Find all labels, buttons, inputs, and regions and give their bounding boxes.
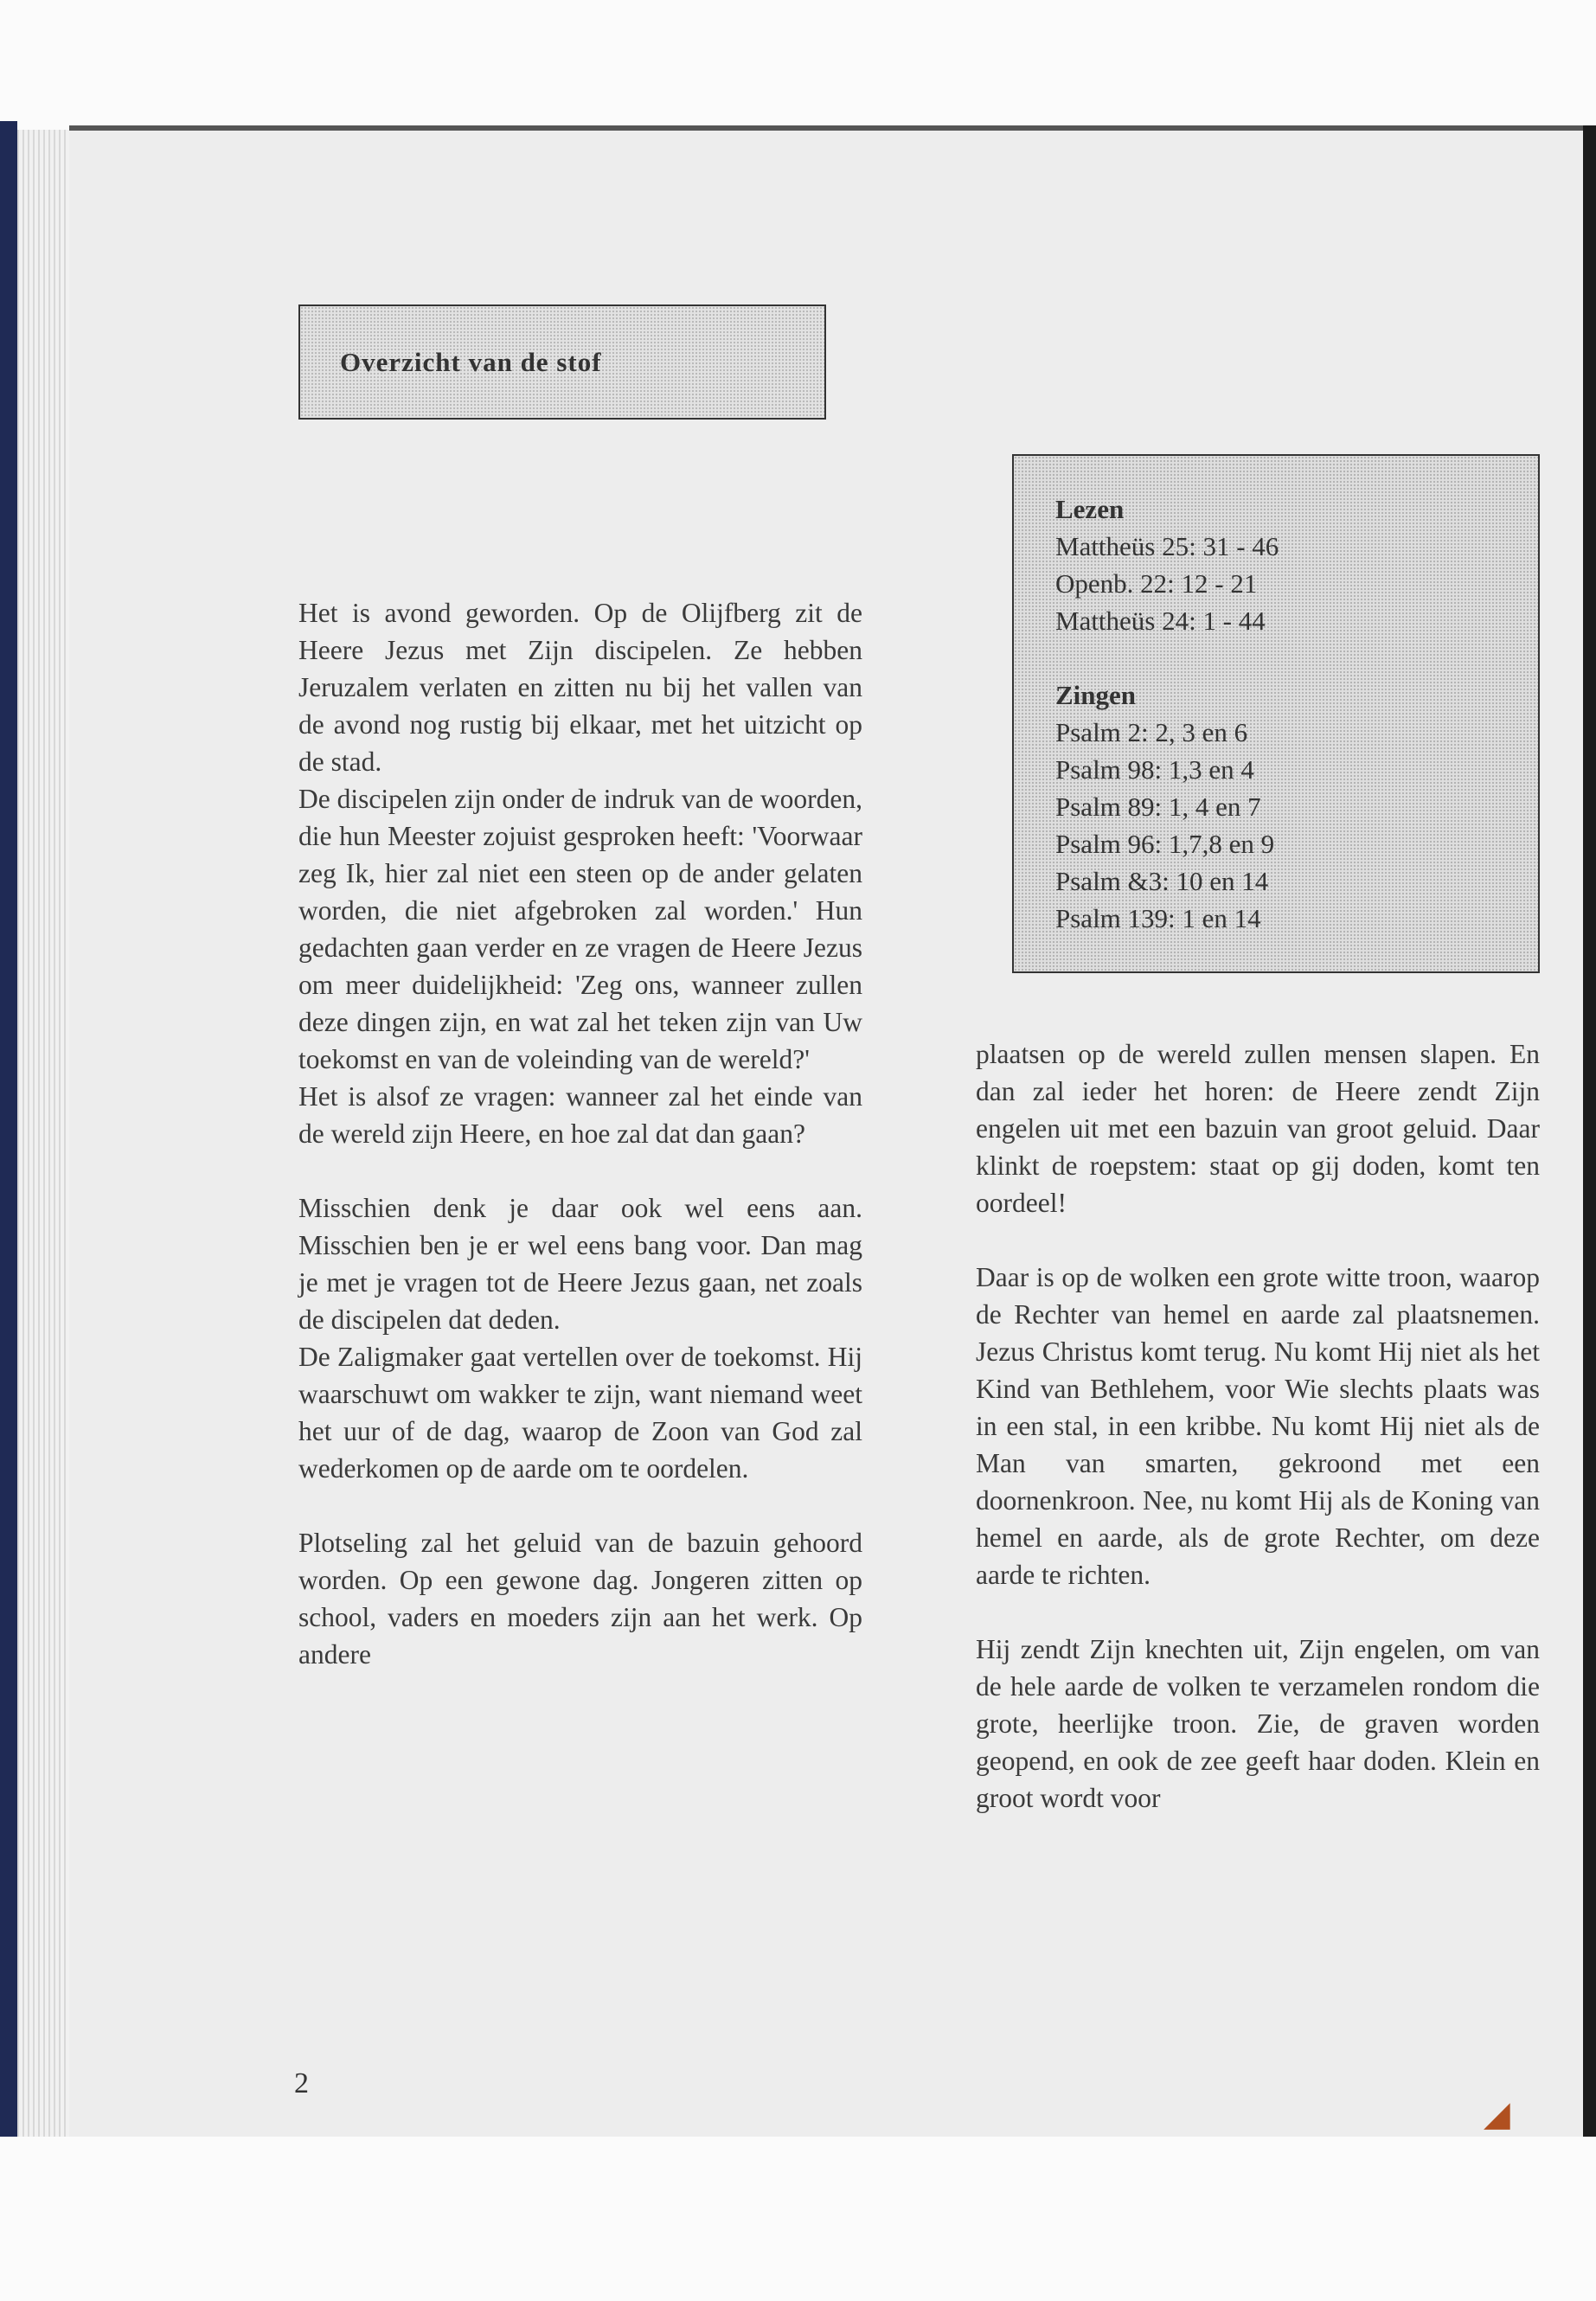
lezen-item: Mattheüs 25: 31 - 46 (1055, 531, 1279, 561)
section-title-box (298, 304, 826, 420)
zingen-item: Psalm 89: 1, 4 en 7 (1055, 792, 1261, 822)
zingen-item: Psalm 139: 1 en 14 (1055, 903, 1261, 933)
zingen-item: Psalm 2: 2, 3 en 6 (1055, 717, 1248, 747)
page-stack-edges (17, 130, 69, 2137)
paragraph: Hij zendt Zijn knechten uit, Zijn engelen, om van de hele aarde de volken te verzamelen rondom die grote, heerlijke troon. Zie, de graven worden geopend, en ook de zee geeft haar doden. Klein en groot wordt voor (976, 1634, 1540, 1813)
lezen-heading: Lezen (1055, 494, 1125, 524)
paragraph: Het is avond geworden. Op de Olijfberg zit de Heere Jezus met Zijn discipelen. Ze hebben Jeruzalem verlaten en zitten nu bij het vallen van de avond nog rustig bij elkaar, met het uitzicht op de stad. (298, 598, 862, 777)
right-text-column (976, 1035, 1540, 1817)
zingen-item: Psalm 98: 1,3 en 4 (1055, 754, 1254, 785)
scan-background-bottom (0, 2137, 1596, 2301)
page-top-edge (69, 125, 1587, 131)
zingen-item: Psalm 96: 1,7,8 en 9 (1055, 829, 1275, 859)
left-text-column (298, 594, 862, 1673)
zingen-heading: Zingen (1055, 680, 1137, 710)
paragraph: Het is alsof ze vragen: wanneer zal het einde van de wereld zijn Heere, en hoe zal dat dan gaan? (298, 1081, 862, 1149)
section-title: Overzicht van de stof (340, 346, 602, 377)
lezen-item: Openb. 22: 12 - 21 (1055, 568, 1258, 599)
paragraph: Daar is op de wolken een grote witte troon, waarop de Rechter van hemel en aarde zal plaatsnemen. Jezus Christus komt terug. Nu komt Hij niet als het Kind van Bethlehem, voor Wie slechts plaats was in een stal, in een kribbe. Nu komt Hij niet als de Man van smarten, gekroond met een doornenkroon. Nee, nu komt Hij als de Koning van hemel en aarde, als de grote Rechter, om deze aarde te richten. (976, 1262, 1540, 1590)
paragraph-spacer (298, 1152, 862, 1189)
zingen-item: Psalm &3: 10 en 14 (1055, 866, 1269, 896)
paragraph-spacer (298, 1487, 862, 1524)
paragraph: plaatsen op de wereld zullen mensen slapen. En dan zal ieder het horen: de Heere zendt Zijn engelen uit met een bazuin van groot geluid. Daar klinkt de roepstem: staat op gij doden, komt ten oordeel! (976, 1039, 1540, 1218)
reading-list-box (1012, 454, 1540, 973)
scan-background-top (0, 0, 1596, 130)
paragraph: Misschien denk je daar ook wel eens aan. Misschien ben je er wel eens bang voor. Dan mag je met je vragen tot de Heere Jezus gaan, net zoals de discipelen dat deden. (298, 1193, 862, 1335)
paragraph: De Zaligmaker gaat vertellen over de toekomst. Hij waarschuwt om wakker te zijn, want niemand weet het uur of de dag, waarop de Zoon van God zal wederkomen op de aarde om te oordelen. (298, 1342, 862, 1484)
book-binding (0, 121, 17, 2145)
lezen-item: Mattheüs 24: 1 - 44 (1055, 606, 1266, 636)
paragraph: Plotseling zal het geluid van de bazuin gehoord worden. Op een gewone dag. Jongeren zitten op school, vaders en moeders zijn aan het werk. Op andere (298, 1528, 862, 1670)
paragraph-spacer (976, 1221, 1540, 1259)
page-right-edge (1583, 125, 1596, 2141)
paragraph: De discipelen zijn onder de indruk van de woorden, die hun Meester zojuist gesproken heeft: 'Voorwaar zeg Ik, hier zal niet een steen op de ander gelaten worden, die niet afgebroken zal worden.' Hun gedachten gaan verder en ze vragen de Heere Jezus om meer duidelijkheid: 'Zeg ons, wanneer zullen deze dingen zijn, en wat zal het teken zijn van Uw toekomst en van de voleinding van de wereld?' (298, 784, 862, 1074)
page-number: 2 (294, 2067, 309, 2099)
paragraph-spacer (976, 1593, 1540, 1631)
corner-tab-icon: ◢ (1484, 2094, 1510, 2133)
sidebar-spacer (1055, 639, 1538, 676)
